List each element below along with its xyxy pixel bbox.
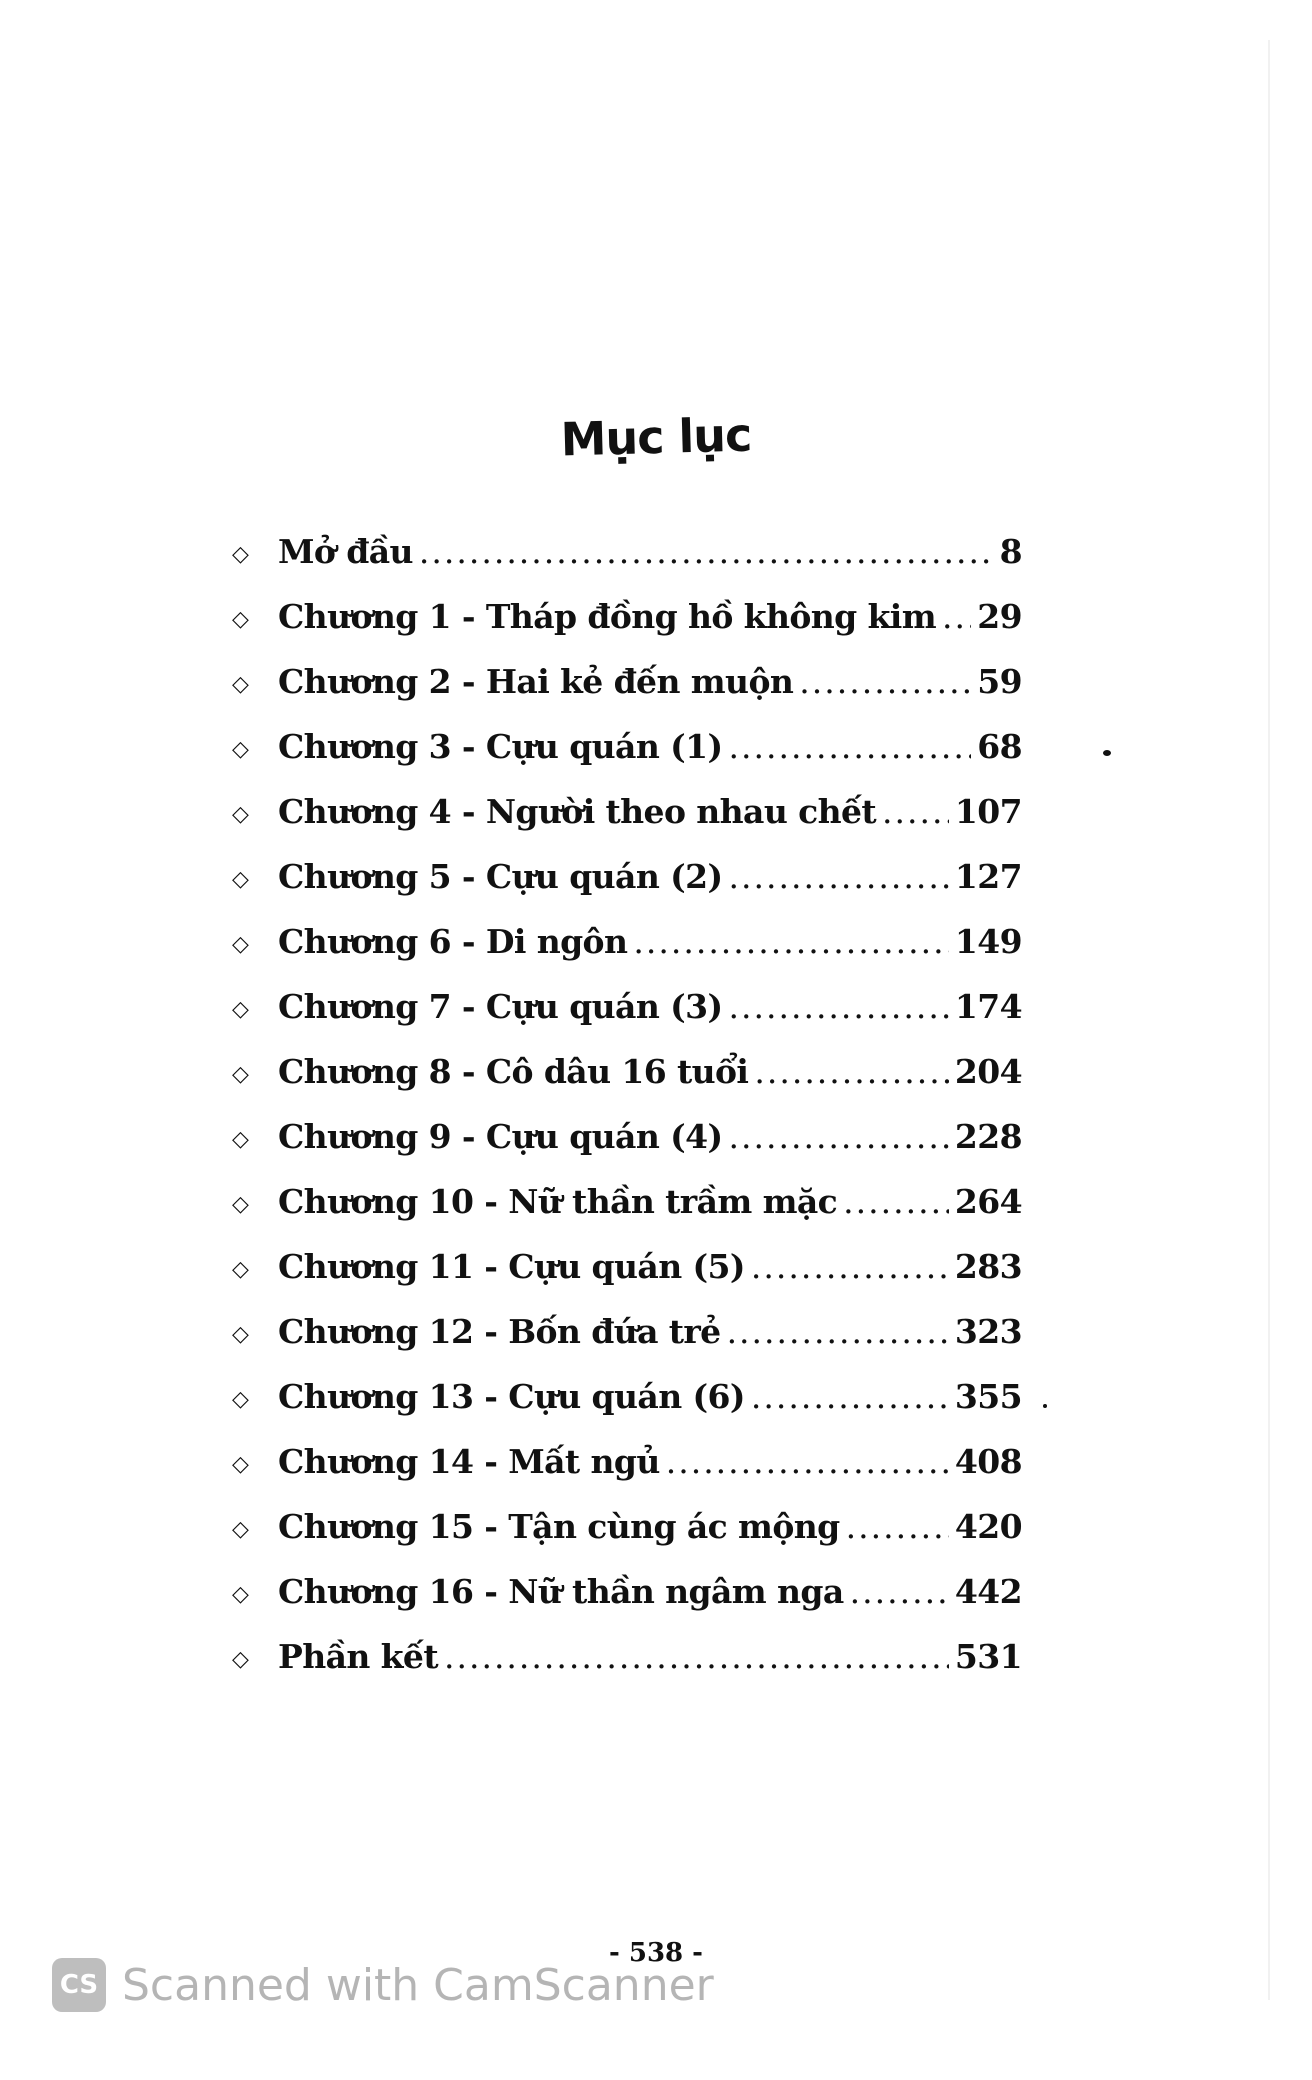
toc-list [232,532,1022,1702]
dot-leader [727,1312,949,1351]
toc-entry [232,792,1022,857]
toc-entry-title: Chương 16 - Nữ thần ngâm nga [278,1572,844,1611]
toc-entry-title: Chương 7 - Cựu quán (3) [278,987,723,1026]
toc-entry-page: 8 [999,532,1022,571]
toc-entry-title: Phần kết [278,1637,438,1676]
toc-entry-title: Chương 12 - Bốn đứa trẻ [278,1312,721,1351]
toc-entry-page: 442 [954,1572,1022,1611]
toc-entry-title: Mở đầu [278,532,413,571]
toc-entry [232,662,1022,727]
diamond-bullet-icon: ◇ [232,867,249,892]
diamond-bullet-icon: ◇ [232,1582,249,1607]
dot-leader [942,597,971,636]
toc-entry-page: 531 [954,1637,1022,1676]
toc-entry [232,1572,1022,1637]
ink-speck [1103,750,1111,756]
toc-entry-title: Chương 11 - Cựu quán (5) [278,1247,745,1286]
toc-entry-title: Chương 1 - Tháp đồng hồ không kim [278,597,937,636]
diamond-bullet-icon: ◇ [232,1517,249,1542]
dot-leader [751,1377,949,1416]
toc-entry [232,987,1022,1052]
dot-leader [666,1442,949,1481]
diamond-bullet-icon: ◇ [232,1192,249,1217]
toc-entry [232,727,1022,792]
toc-entry [232,532,1022,597]
ink-speck [1043,1404,1047,1408]
toc-entry-title: Chương 3 - Cựu quán (1) [278,727,723,766]
toc-entry-title: Chương 2 - Hai kẻ đến muộn [278,662,794,701]
dot-leader [846,1507,949,1546]
toc-entry-page: 107 [954,792,1022,831]
dot-leader [419,532,994,571]
diamond-bullet-icon: ◇ [232,672,249,697]
toc-entry [232,922,1022,987]
camscanner-watermark [52,1958,714,2012]
toc-entry [232,597,1022,662]
toc-entry-page: 264 [954,1182,1022,1221]
toc-entry-title: Chương 6 - Di ngôn [278,922,628,961]
toc-entry-page: 323 [954,1312,1022,1351]
page-number: - 538 - [609,1938,703,1968]
dot-leader [751,1247,949,1286]
toc-entry-page: 283 [954,1247,1022,1286]
toc-entry-title: Chương 13 - Cựu quán (6) [278,1377,745,1416]
toc-entry-title: Chương 9 - Cựu quán (4) [278,1117,723,1156]
toc-entry [232,1442,1022,1507]
diamond-bullet-icon: ◇ [232,1387,249,1412]
diamond-bullet-icon: ◇ [232,1452,249,1477]
camscanner-logo-icon: CS [52,1958,106,2012]
dot-leader [754,1052,949,1091]
toc-entry-page: 420 [954,1507,1022,1546]
diamond-bullet-icon: ◇ [232,1257,249,1282]
toc-entry-page: 204 [954,1052,1022,1091]
toc-entry-page: 355 [954,1377,1022,1416]
toc-entry-page: 68 [977,727,1022,766]
diamond-bullet-icon: ◇ [232,1127,249,1152]
toc-entry-page: 127 [954,857,1022,896]
dot-leader [729,727,972,766]
toc-entry-page: 59 [977,662,1022,701]
toc-entry-title: Chương 5 - Cựu quán (2) [278,857,723,896]
diamond-bullet-icon: ◇ [232,737,249,762]
toc-entry [232,1377,1022,1442]
toc-entry [232,1247,1022,1312]
toc-entry-title: Chương 14 - Mất ngủ [278,1442,660,1481]
watermark-text: Scanned with CamScanner [122,1959,714,2011]
diamond-bullet-icon: ◇ [232,607,249,632]
diamond-bullet-icon: ◇ [232,997,249,1022]
diamond-bullet-icon: ◇ [232,1062,249,1087]
toc-entry-page: 228 [954,1117,1022,1156]
diamond-bullet-icon: ◇ [232,1647,249,1672]
toc-entry-page: 149 [954,922,1022,961]
toc-entry-title: Chương 8 - Cô dâu 16 tuổi [278,1052,749,1091]
toc-entry-page: 29 [977,597,1022,636]
toc-entry [232,1637,1022,1702]
toc-entry [232,1312,1022,1377]
toc-entry [232,1182,1022,1247]
dot-leader [850,1572,949,1611]
toc-entry-title: Chương 4 - Người theo nhau chết [278,792,877,831]
diamond-bullet-icon: ◇ [232,542,249,567]
toc-entry [232,1507,1022,1572]
toc-title: Mục lục [560,407,752,467]
toc-entry-title: Chương 10 - Nữ thần trầm mặc [278,1182,838,1221]
diamond-bullet-icon: ◇ [232,802,249,827]
toc-entry [232,1052,1022,1117]
dot-leader [633,922,949,961]
page-edge-shadow [1268,40,1270,2000]
dot-leader [729,987,949,1026]
toc-entry [232,1117,1022,1182]
toc-entry-page: 408 [954,1442,1022,1481]
diamond-bullet-icon: ◇ [232,932,249,957]
toc-entry-title: Chương 15 - Tận cùng ác mộng [278,1507,840,1546]
toc-entry [232,857,1022,922]
dot-leader [729,1117,949,1156]
dot-leader [843,1182,949,1221]
dot-leader [882,792,949,831]
dot-leader [444,1637,949,1676]
toc-entry-page: 174 [954,987,1022,1026]
dot-leader [729,857,949,896]
dot-leader [799,662,971,701]
diamond-bullet-icon: ◇ [232,1322,249,1347]
